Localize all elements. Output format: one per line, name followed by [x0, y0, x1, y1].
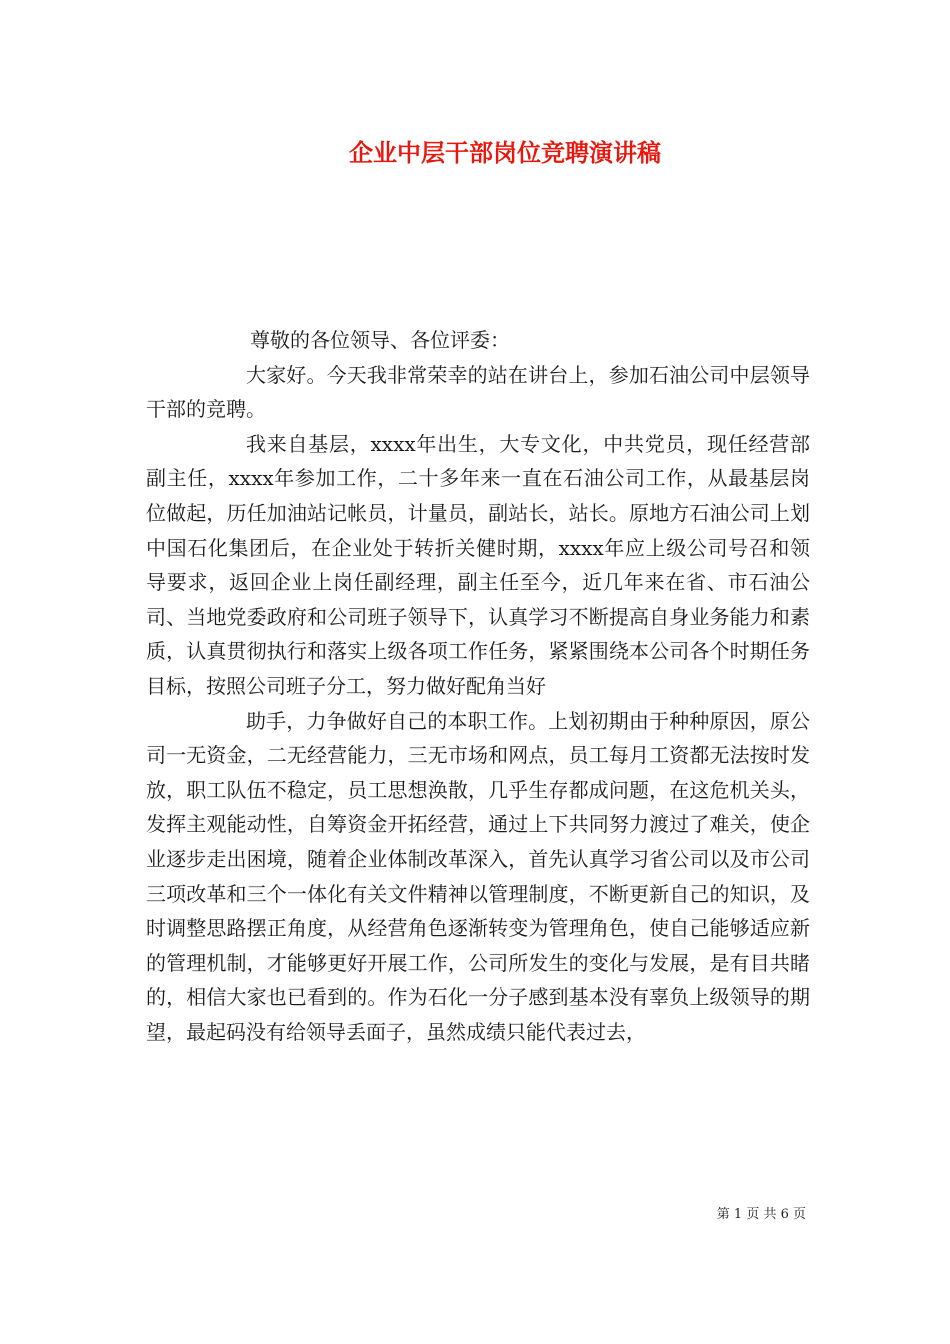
document-body	[146, 323, 810, 1049]
paragraph-2: 我来自基层，xxxx年出生，大专文化，中共党员，现任经营部副主任，xxxx年参加工作，二十多年来一直在石油公司工作，从最基层岗位做起，历任加油站记帐员，计量员，副站长，站长。原地方石油公司上划中国石化集团后，在企业处于转折关健时期，xxxx年应上级公司号召和领导要求，返回企业上岗任副经理，副主任至今，近几年来在省、市石油公司、当地党委政府和公司班子领导下，认真学习不断提高自身业务能力和素质，认真贯彻执行和落实上级各项工作任务，紧紧围绕本公司各个时期任务目标，按照公司班子分工，努力做好配角当好	[146, 431, 810, 698]
page-footer: 第 1 页 共 6 页	[716, 1207, 806, 1222]
salutation: 尊敬的各位领导、各位评委：	[250, 328, 510, 352]
paragraph-3: 助手，力争做好自己的本职工作。上划初期由于种种原因，原公司一无资金，二无经营能力，三无市场和网点，员工每月工资都无法按时发放，职工队伍不稳定，员工思想涣散，几乎生存都成问题，在这危机关头，发挥主观能动性，自筹资金开拓经营，通过上下共同努力渡过了难关，使企业逐步走出困境，随着企业体制改革深入，首先认真学习省公司以及市公司三项改革和三个一体化有关文件精神以管理制度，不断更新自己的知识，及时调整思路摆正角度，从经营角色逐渐转变为管理角色，使自己能够适应新的管理机制，才能够更好开展工作，公司所发生的变化与发展，是有目共睹的，相信大家也已看到的。作为石化一分子感到基本没有辜负上级领导的期望，最起码没有给领导丢面子，虽然成绩只能代表过去，	[146, 708, 810, 1044]
document-title: 企业中层干部岗位竞聘演讲稿	[349, 138, 661, 167]
paragraph-1: 大家好。今天我非常荣幸的站在讲台上，参加石油公司中层领导干部的竞聘。	[146, 362, 810, 422]
